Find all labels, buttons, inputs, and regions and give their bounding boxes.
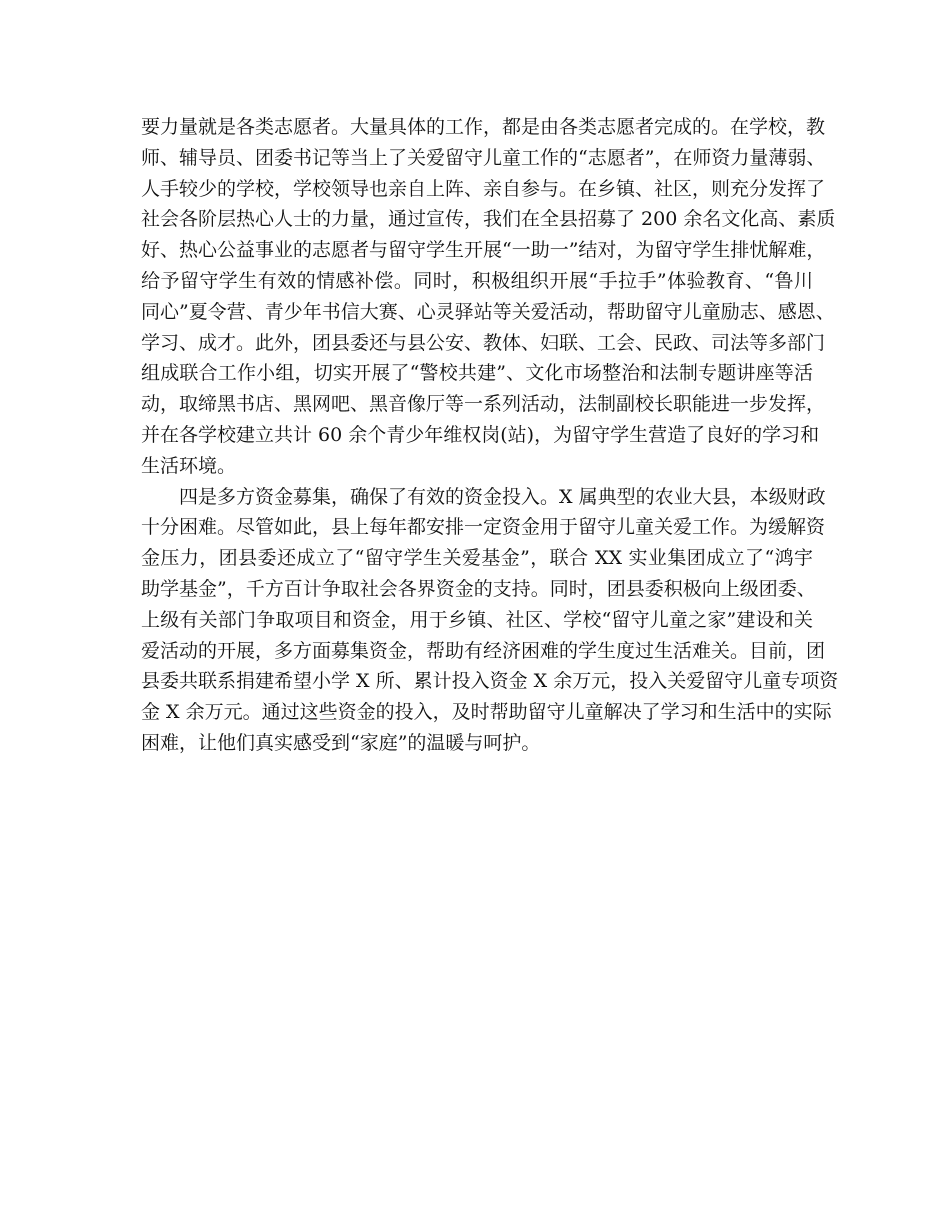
text-line: 人手较少的学校，学校领导也亲自上阵、亲自参与。在乡镇、社区，则充分发挥了 — [141, 177, 826, 200]
text-line: 县委共联系捐建希望小学 X 所、累计投入资金 X 余万元，投入关爱留守儿童专项资 — [141, 670, 839, 693]
text-line: 并在各学校建立共计 60 余个青少年维权岗(站)，为留守学生营造了良好的学习和 — [141, 423, 820, 446]
text-line: 组成联合工作小组，切实开展了“警校共建”、文化市场整治和法制专题讲座等活 — [141, 362, 813, 385]
text-line: 四是多方资金募集，确保了有效的资金投入。X 属典型的农业大县，本级财政 — [179, 485, 826, 508]
text-line: 社会各阶层热心人士的力量，通过宣传，我们在全县招募了 200 余名文化高、素质 — [141, 208, 836, 231]
text-line: 好、热心公益事业的志愿者与留守学生开展“一助一”结对，为留守学生排忧解难， — [141, 239, 826, 262]
text-line: 助学基金”，千方百计争取社会各界资金的支持。同时，团县委积极向上级团委、 — [141, 577, 816, 600]
text-line: 要力量就是各类志愿者。大量具体的工作，都是由各类志愿者完成的。在学校，教 — [141, 116, 826, 138]
text-line: 困难，让他们真实感受到“家庭”的温暖与呵护。 — [141, 731, 541, 754]
paragraph-funding — [141, 482, 839, 759]
text-line: 动，取缔黑书店、黑网吧、黑音像厅等一系列活动，法制副校长职能进一步发挥， — [141, 393, 826, 416]
text-line: 师、辅导员、团委书记等当上了关爱留守儿童工作的“志愿者”，在师资力量薄弱、 — [141, 146, 826, 169]
text-line: 上级有关部门争取项目和资金，用于乡镇、社区、学校“留守儿童之家”建设和关 — [141, 608, 813, 631]
text-line: 生活环境。 — [141, 454, 237, 477]
text-line: 金 X 余万元。通过这些资金的投入，及时帮助留守儿童解决了学习和生活中的实际 — [141, 701, 832, 724]
text-line: 给予留守学生有效的情感补偿。同时，积极组织开展“手拉手”体验教育、“鲁川 — [141, 269, 813, 292]
text-line: 同心”夏令营、青少年书信大赛、心灵驿站等关爱活动，帮助留守儿童励志、感恩、 — [141, 300, 835, 323]
text-line: 金压力，团县委还成立了“留守学生关爱基金”，联合 XX 实业集团成立了“鸿宇 — [141, 547, 813, 570]
text-line: 学习、成才。此外，团县委还与县公安、教体、妇联、工会、民政、司法等多部门 — [141, 331, 826, 354]
document-body — [141, 112, 839, 759]
paragraph-volunteers — [141, 112, 836, 482]
text-line: 爱活动的开展，多方面募集资金，帮助有经济困难的学生度过生活难关。目前，团 — [141, 639, 826, 662]
text-line: 十分困难。尽管如此，县上每年都安排一定资金用于留守儿童关爱工作。为缓解资 — [141, 516, 826, 539]
